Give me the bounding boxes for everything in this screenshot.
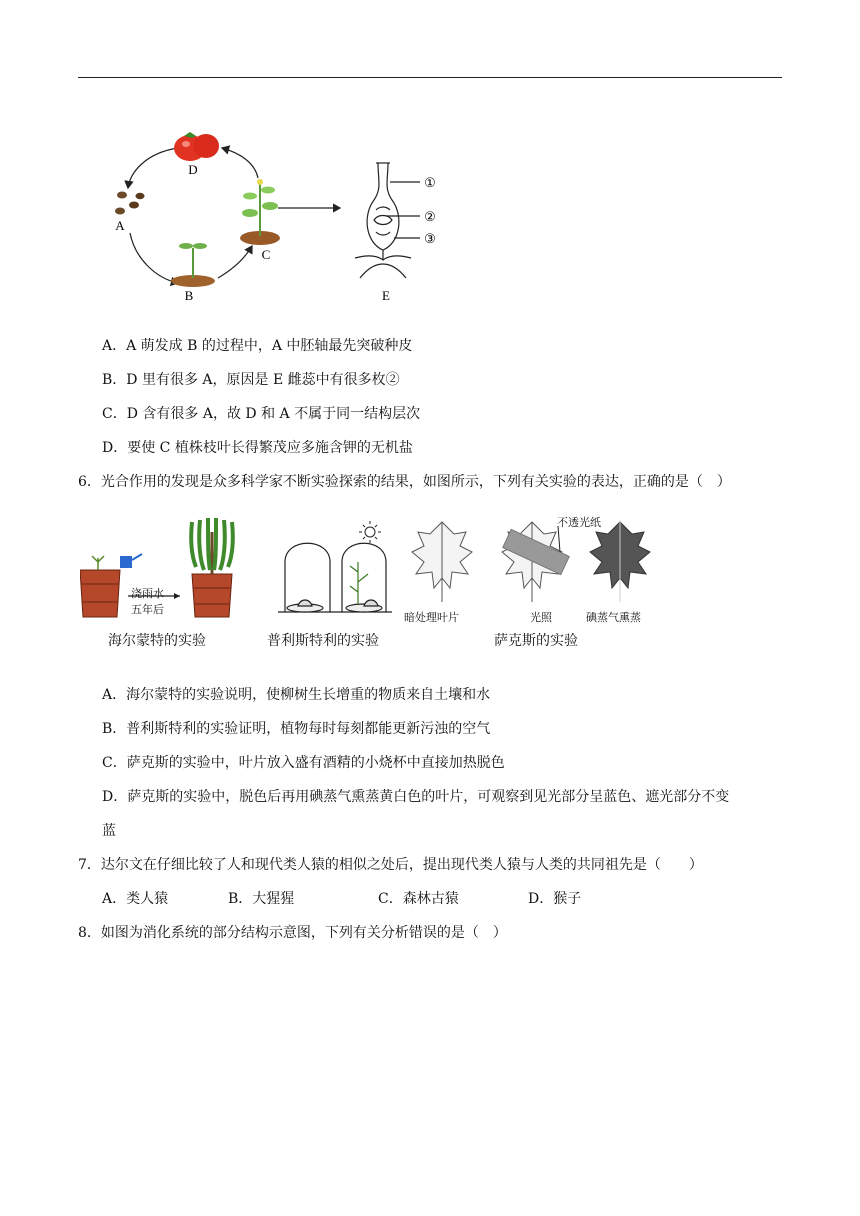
label-e: E [382, 288, 390, 303]
pistil-diagram [355, 163, 420, 278]
label-five-years: 五年后 [131, 603, 164, 616]
bell-jar-mouse [278, 543, 336, 612]
big-willow-pot [191, 518, 233, 617]
q6-option-a: A．海尔蒙特的实验说明，使柳树生长增重的物质来自土壤和水 [102, 687, 491, 703]
tomato-icon [174, 132, 219, 161]
q5-option-a: A．A 萌发成 B 的过程中，A 中胚轴最先突破种皮 [102, 338, 413, 354]
label-b: B [184, 288, 194, 303]
q7-option-a: A．类人猿 [102, 891, 169, 907]
header-rule [78, 77, 782, 78]
q6-option-d-cont: 蓝 [102, 823, 116, 839]
caption-priestley: 普利斯特利的实验 [267, 633, 379, 649]
label-d: D [188, 162, 198, 177]
q7-option-c: C．森林古猿 [378, 891, 459, 907]
q7-stem: 7．达尔文在仔细比较了人和现代类人猿的相似之处后，提出现代类人猿与人类的共同祖先是（ ） [78, 857, 703, 873]
q5-option-d: D．要使 C 植株枝叶长得繁茂应多施含钾的无机盐 [102, 440, 413, 456]
q5-option-b: B．D 里有很多 A，原因是 E 雌蕊中有很多枚② [102, 372, 400, 388]
label-dark-leaf: 暗处理叶片 [404, 611, 459, 624]
bell-jar-plant [336, 543, 392, 612]
label-2: ② [424, 209, 436, 224]
leaf-light [502, 522, 569, 602]
label-1: ① [424, 175, 436, 190]
small-willow-pot [80, 556, 120, 617]
q7-option-b: B．大猩猩 [228, 891, 295, 907]
label-c: C [261, 247, 271, 262]
q7-option-d: D．猴子 [528, 891, 582, 907]
plant-life-cycle-figure [100, 118, 460, 306]
q6-option-c: C．萨克斯的实验中，叶片放入盛有酒精的小烧杯中直接加热脱色 [102, 755, 505, 771]
q6-option-d: D．萨克斯的实验中，脱色后再用碘蒸气熏蒸黄白色的叶片，可观察到见光部分呈蓝色、遮光部分不变 [102, 789, 730, 805]
q5-option-c: C．D 含有很多 A，故 D 和 A 不属于同一结构层次 [102, 406, 421, 422]
seedling-icon [171, 243, 215, 287]
leaf-iodine [590, 522, 650, 602]
label-a: A [115, 218, 125, 233]
q7-options [102, 889, 581, 909]
q6-stem: 6．光合作用的发现是众多科学家不断实验探索的结果，如图所示，下列有关实验的表达，正确的是（ ） [78, 474, 731, 490]
q6-option-b: B．普利斯特利的实验证明，植物每时每刻都能更新污浊的空气 [102, 721, 491, 737]
leaf-dark-treated [412, 522, 472, 602]
plant-icon [240, 179, 280, 245]
label-watering: 浇雨水 [131, 587, 164, 600]
watering-can-icon [120, 554, 142, 568]
label-opaque-paper: 不透光纸 [557, 516, 601, 529]
sun-icon [359, 521, 381, 543]
label-3: ③ [424, 231, 436, 246]
label-light: 光照 [530, 611, 552, 624]
q8-stem: 8．如图为消化系统的部分结构示意图，下列有关分析错误的是（ ） [78, 925, 507, 941]
label-iodine: 碘蒸气熏蒸 [586, 611, 641, 624]
seeds-icon [115, 192, 145, 215]
caption-helmont: 海尔蒙特的实验 [108, 633, 206, 649]
caption-sachs: 萨克斯的实验 [494, 633, 578, 649]
